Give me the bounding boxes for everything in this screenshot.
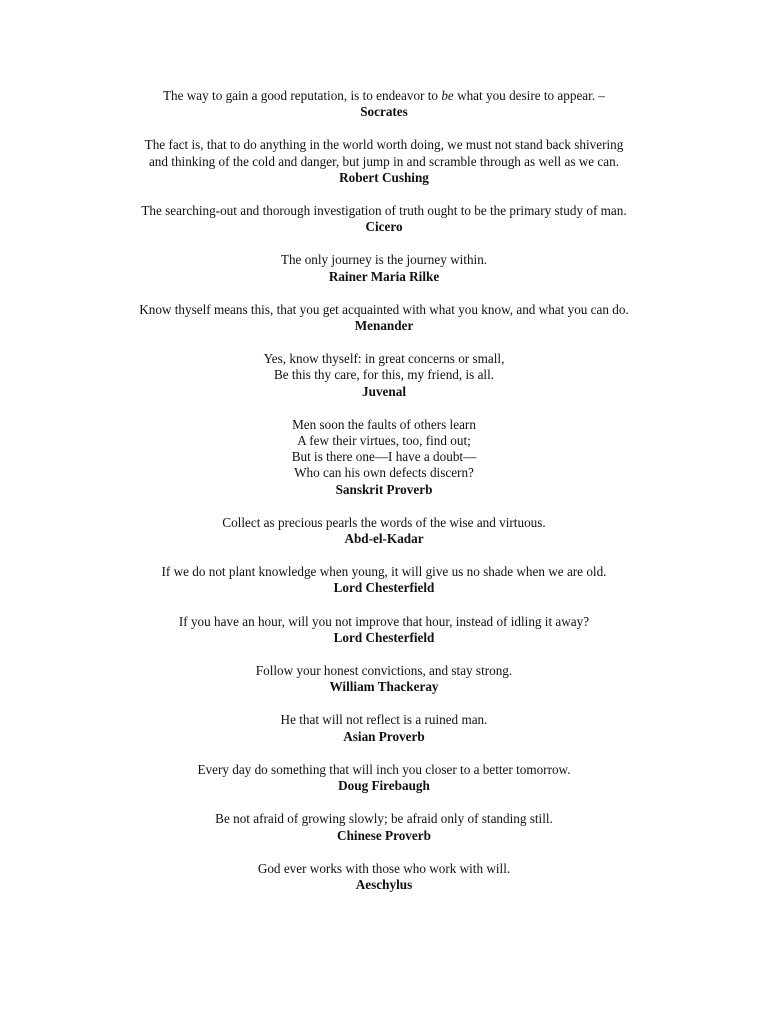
quote-author: Asian Proverb — [343, 728, 425, 744]
quote-block — [0, 614, 768, 646]
quote-line: Know thyself means this, that you get acquainted with what you know, and what you can do. — [139, 301, 629, 317]
quote-text — [0, 811, 768, 827]
quote-line: But is there one—I have a doubt— — [291, 449, 477, 465]
quote-page — [0, 88, 768, 910]
quote-text — [0, 137, 768, 169]
quote-line: The only journey is the journey within. — [280, 252, 488, 268]
quote-line: Yes, know thyself: in great concerns or small, — [263, 351, 505, 367]
quote-author: Aeschylus — [355, 876, 413, 892]
quote-text — [0, 762, 768, 778]
quote-line: If we do not plant knowledge when young, it will give us no shade when we are old. — [161, 564, 607, 580]
quote-text — [0, 88, 768, 104]
quote-text — [0, 614, 768, 630]
quote-line: Men soon the faults of others learn — [292, 416, 476, 432]
quote-author: Doug Firebaugh — [338, 778, 430, 794]
quote-author: Menander — [354, 318, 414, 334]
quote-block — [0, 762, 768, 794]
quote-line: God ever works with those who work with will. — [257, 860, 511, 876]
quote-block — [0, 417, 768, 498]
quote-text — [0, 302, 768, 318]
quote-block — [0, 663, 768, 695]
quote-author: Abd-el-Kadar — [344, 531, 424, 547]
quote-line: If you have an hour, will you not improve that hour, instead of idling it away? — [178, 613, 590, 629]
quote-text — [0, 252, 768, 268]
quote-author: William Thackeray — [329, 679, 439, 695]
quote-block — [0, 811, 768, 843]
quote-author: Lord Chesterfield — [333, 629, 435, 645]
quote-block — [0, 564, 768, 596]
quote-author: Cicero — [365, 219, 403, 235]
quote-line: Who can his own defects discern? — [294, 465, 474, 481]
quote-emphasis-word: be — [441, 88, 454, 103]
quote-line — [0, 88, 768, 104]
quote-text — [0, 203, 768, 219]
quote-author: Robert Cushing — [339, 169, 429, 185]
quote-line-after-emphasis: what you desire to appear. – — [453, 88, 606, 103]
quote-line: Every day do something that will inch you closer to a better tomorrow. — [197, 761, 571, 777]
quote-block — [0, 861, 768, 893]
quote-line: Collect as precious pearls the words of the wise and virtuous. — [222, 514, 546, 530]
quote-text — [0, 351, 768, 383]
quote-line-before-emphasis: The way to gain a good reputation, is to endeavor to — [162, 88, 442, 103]
quote-line: and thinking of the cold and danger, but jump in and scramble through as well as we can. — [148, 153, 620, 169]
quote-author: Socrates — [360, 104, 408, 120]
quote-block — [0, 351, 768, 400]
quote-block — [0, 252, 768, 284]
quote-block — [0, 712, 768, 744]
quote-author: Rainer Maria Rilke — [328, 268, 440, 284]
quote-text — [0, 861, 768, 877]
quote-line: Be not afraid of growing slowly; be afraid only of standing still. — [215, 811, 553, 827]
quote-line: A few their virtues, too, find out; — [297, 433, 471, 449]
quote-line: Follow your honest convictions, and stay strong. — [255, 663, 513, 679]
quote-author: Sanskrit Proverb — [335, 481, 433, 497]
quote-text — [0, 515, 768, 531]
quote-text — [0, 564, 768, 580]
quote-block — [0, 302, 768, 334]
quote-author: Chinese Proverb — [337, 827, 431, 843]
quote-line: The fact is, that to do anything in the world worth doing, we must not stand back shivering — [144, 137, 624, 153]
quote-block — [0, 88, 768, 120]
quote-line: He that will not reflect is a ruined man. — [280, 712, 488, 728]
quote-line: Be this thy care, for this, my friend, is all. — [273, 367, 495, 383]
quote-author: Juvenal — [362, 383, 406, 399]
quote-line: The searching-out and thorough investigation of truth ought to be the primary study of man. — [141, 203, 627, 219]
quote-text — [0, 712, 768, 728]
quote-block — [0, 137, 768, 186]
quote-block — [0, 515, 768, 547]
quote-text — [0, 663, 768, 679]
quote-block — [0, 203, 768, 235]
quote-text — [0, 417, 768, 482]
quote-author: Lord Chesterfield — [333, 580, 435, 596]
